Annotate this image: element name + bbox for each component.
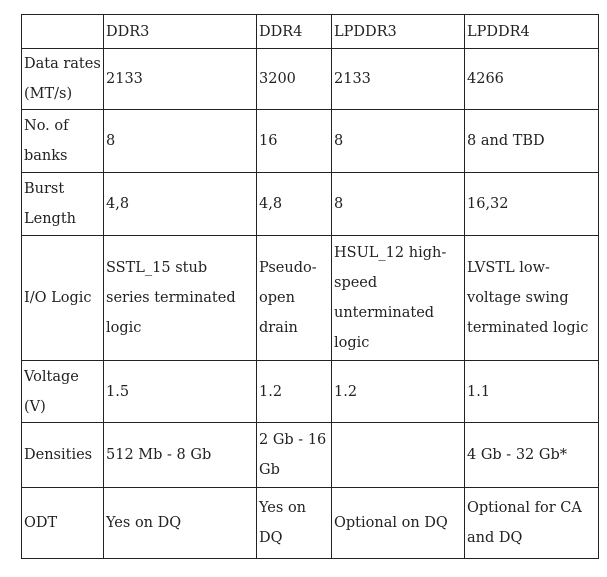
- table-cell: 3200: [257, 49, 332, 110]
- table-row-io-logic: [22, 236, 599, 361]
- table-row-banks: [22, 110, 599, 173]
- table-cell: LVSTL low-voltage swing terminated logic: [465, 236, 599, 361]
- table-cell: 1.1: [465, 361, 599, 423]
- row-label: Data rates (MT/s): [22, 49, 104, 110]
- table-row-burst-length: [22, 173, 599, 236]
- table-cell: HSUL_12 high-speed unterminated logic: [332, 236, 465, 361]
- table-cell: 8: [332, 173, 465, 236]
- table-cell: 16,32: [465, 173, 599, 236]
- row-label: Densities: [22, 423, 104, 488]
- row-label: Voltage (V): [22, 361, 104, 423]
- row-label: No. of banks: [22, 110, 104, 173]
- table-cell: 16: [257, 110, 332, 173]
- table-cell: 1.5: [104, 361, 257, 423]
- row-label: ODT: [22, 488, 104, 559]
- table-row-densities: [22, 423, 599, 488]
- table-cell: 1.2: [257, 361, 332, 423]
- row-label: Burst Length: [22, 173, 104, 236]
- row-label: I/O Logic: [22, 236, 104, 361]
- table-row-data-rates: [22, 49, 599, 110]
- table-cell: 2133: [332, 49, 465, 110]
- table-cell: Yes on DQ: [257, 488, 332, 559]
- table-cell: 1.2: [332, 361, 465, 423]
- header-cell-lpddr3: LPDDR3: [332, 15, 465, 49]
- table-cell: Yes on DQ: [104, 488, 257, 559]
- table-cell: Optional for CA and DQ: [465, 488, 599, 559]
- table-cell: Pseudo-open drain: [257, 236, 332, 361]
- table-cell: SSTL_15 stub series terminated logic: [104, 236, 257, 361]
- table-cell: 512 Mb - 8 Gb: [104, 423, 257, 488]
- table-row-odt: [22, 488, 599, 559]
- memory-comparison-table: [21, 14, 599, 559]
- header-cell-lpddr4: LPDDR4: [465, 15, 599, 49]
- table-cell: 4,8: [257, 173, 332, 236]
- table-cell: Optional on DQ: [332, 488, 465, 559]
- table-header-row: [22, 15, 599, 49]
- table-cell: [332, 423, 465, 488]
- header-cell-ddr3: DDR3: [104, 15, 257, 49]
- header-cell-empty: [22, 15, 104, 49]
- table-cell: 4,8: [104, 173, 257, 236]
- header-cell-ddr4: DDR4: [257, 15, 332, 49]
- table-cell: 4266: [465, 49, 599, 110]
- table-cell: 2133: [104, 49, 257, 110]
- table-cell: 8: [104, 110, 257, 173]
- table-cell: 8: [332, 110, 465, 173]
- table-cell: 2 Gb - 16 Gb: [257, 423, 332, 488]
- table-cell: 4 Gb - 32 Gb*: [465, 423, 599, 488]
- table-cell: 8 and TBD: [465, 110, 599, 173]
- table-row-voltage: [22, 361, 599, 423]
